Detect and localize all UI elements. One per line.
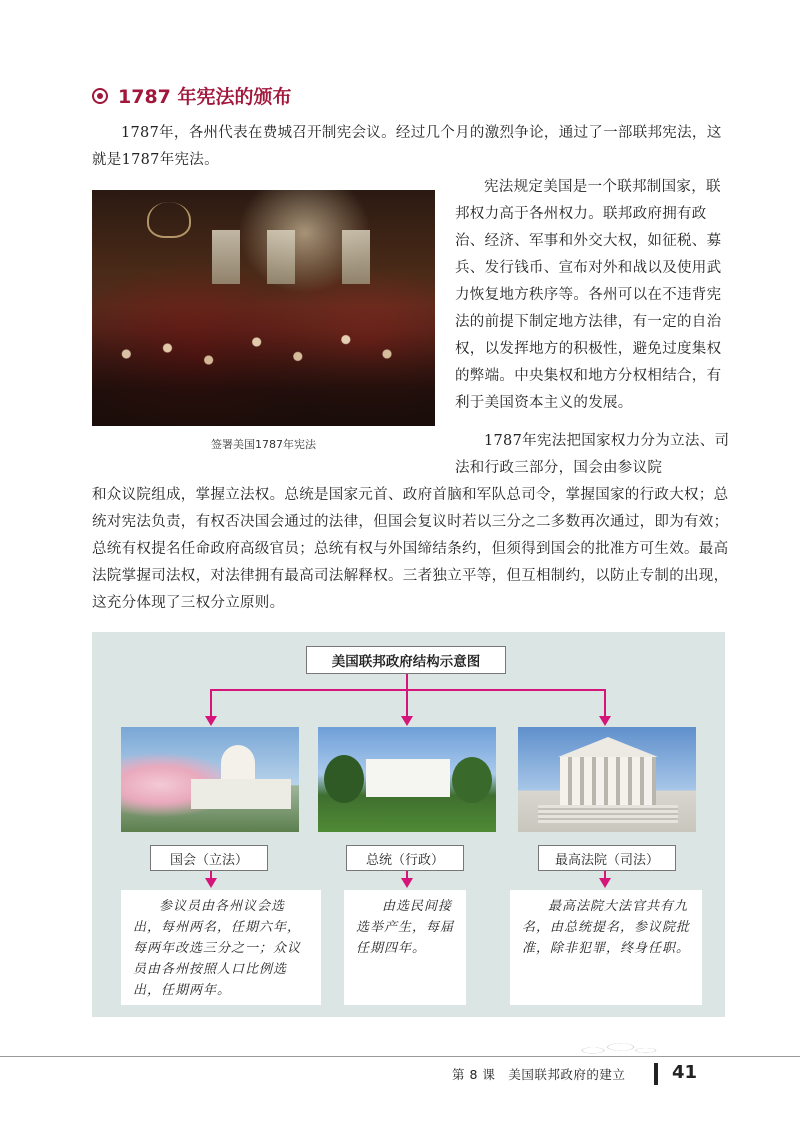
arrow-down-icon <box>205 716 217 726</box>
section-heading <box>92 82 292 109</box>
bullet-circle-icon <box>92 88 108 104</box>
supreme-court-description: 最高法院大法官共有九名，由总统提名，参议院批准，除非犯罪，终身任职。 <box>510 890 702 1005</box>
arrow-down-icon <box>401 878 413 888</box>
connector-line <box>406 674 408 690</box>
constitution-signing-painting <box>92 190 435 426</box>
arrow-down-icon <box>599 716 611 726</box>
figure-caption: 签署美国1787年宪法 <box>211 438 316 451</box>
congress-description: 参议员由各州议会选出，每州两名，任期六年，每两年改选三分之一；众议员由各州按照人口比例选出，任期两年。 <box>121 890 321 1005</box>
white-house-photo <box>318 727 496 832</box>
chandelier-shape <box>147 202 191 238</box>
capitol-hall-shape <box>191 779 291 809</box>
page-number: 41 <box>672 1062 698 1083</box>
window-shape <box>342 230 370 284</box>
connector-line <box>210 689 606 691</box>
president-description: 由选民间接选举产生，每届任期四年。 <box>344 890 466 1005</box>
cloud-ornament-icon <box>560 1030 670 1064</box>
paragraph-1: 1787年，各州代表在费城召开制宪会议。经过几个月的激烈争论，通过了一部联邦宪法，这就是1787年宪法。 <box>92 125 722 168</box>
arrow-down-icon <box>599 878 611 888</box>
white-house-shape <box>366 759 450 797</box>
paragraph-2: 宪法规定美国是一个联邦制国家，联邦权力高于各州权力。联邦政府拥有政治、经济、军事和外交大权，如征税、募兵、发行钱币、宣布对外和战以及使用武力恢复地方秩序等。各州可以在不违背宪法的前提下制定地方法律，有一定的自治权，以发挥地方的积极性，避免过度集权的弊端。中央集权和地方分权相结合，有利于美国资本主义的发展。 <box>455 179 722 411</box>
connector-line <box>210 689 212 717</box>
window-shape <box>212 230 240 284</box>
capitol-photo <box>121 727 299 832</box>
footer-rule <box>0 1056 800 1057</box>
window-shape <box>267 230 295 284</box>
arrow-down-icon <box>401 716 413 726</box>
president-label: 总统（行政） <box>346 845 464 871</box>
government-structure-diagram <box>92 632 725 1017</box>
steps-shape <box>538 805 678 823</box>
supreme-court-label: 最高法院（司法） <box>538 845 676 871</box>
arrow-down-icon <box>205 878 217 888</box>
crowd-shape <box>92 306 435 426</box>
tree-shape <box>324 755 364 803</box>
section-title: 1787 年宪法的颁布 <box>118 86 292 108</box>
diagram-title: 美国联邦政府结构示意图 <box>306 646 506 674</box>
footer-separator <box>654 1063 658 1085</box>
congress-label: 国会（立法） <box>150 845 268 871</box>
connector-line <box>604 689 606 717</box>
pediment-shape <box>558 737 658 757</box>
paragraph-3-start: 1787年宪法把国家权力分为立法、司法和行政三部分，国会由参议院 <box>455 433 730 476</box>
capitol-dome-shape <box>221 745 255 781</box>
lesson-title: 第 8 课 美国联邦政府的建立 <box>452 1067 626 1082</box>
connector-line <box>406 689 408 717</box>
paragraph-3-continued: 和众议院组成，掌握立法权。总统是国家元首、政府首脑和军队总司令，掌握国家的行政大权；总统对宪法负责，有权否决国会通过的法律，但国会复议时若以三分之二多数再次通过，即为有效；总统有权提名任命政府高级官员；总统有权与外国缔结条约，但须得到国会的批准方可生效。最高法院掌握司法权，对法律拥有最高司法解释权。三者独立平等，但互相制约，以防止专制的出现，这充分体现了三权分立原则。 <box>92 487 729 611</box>
tree-shape <box>452 757 492 803</box>
columns-shape <box>560 757 656 805</box>
supreme-court-photo <box>518 727 696 832</box>
